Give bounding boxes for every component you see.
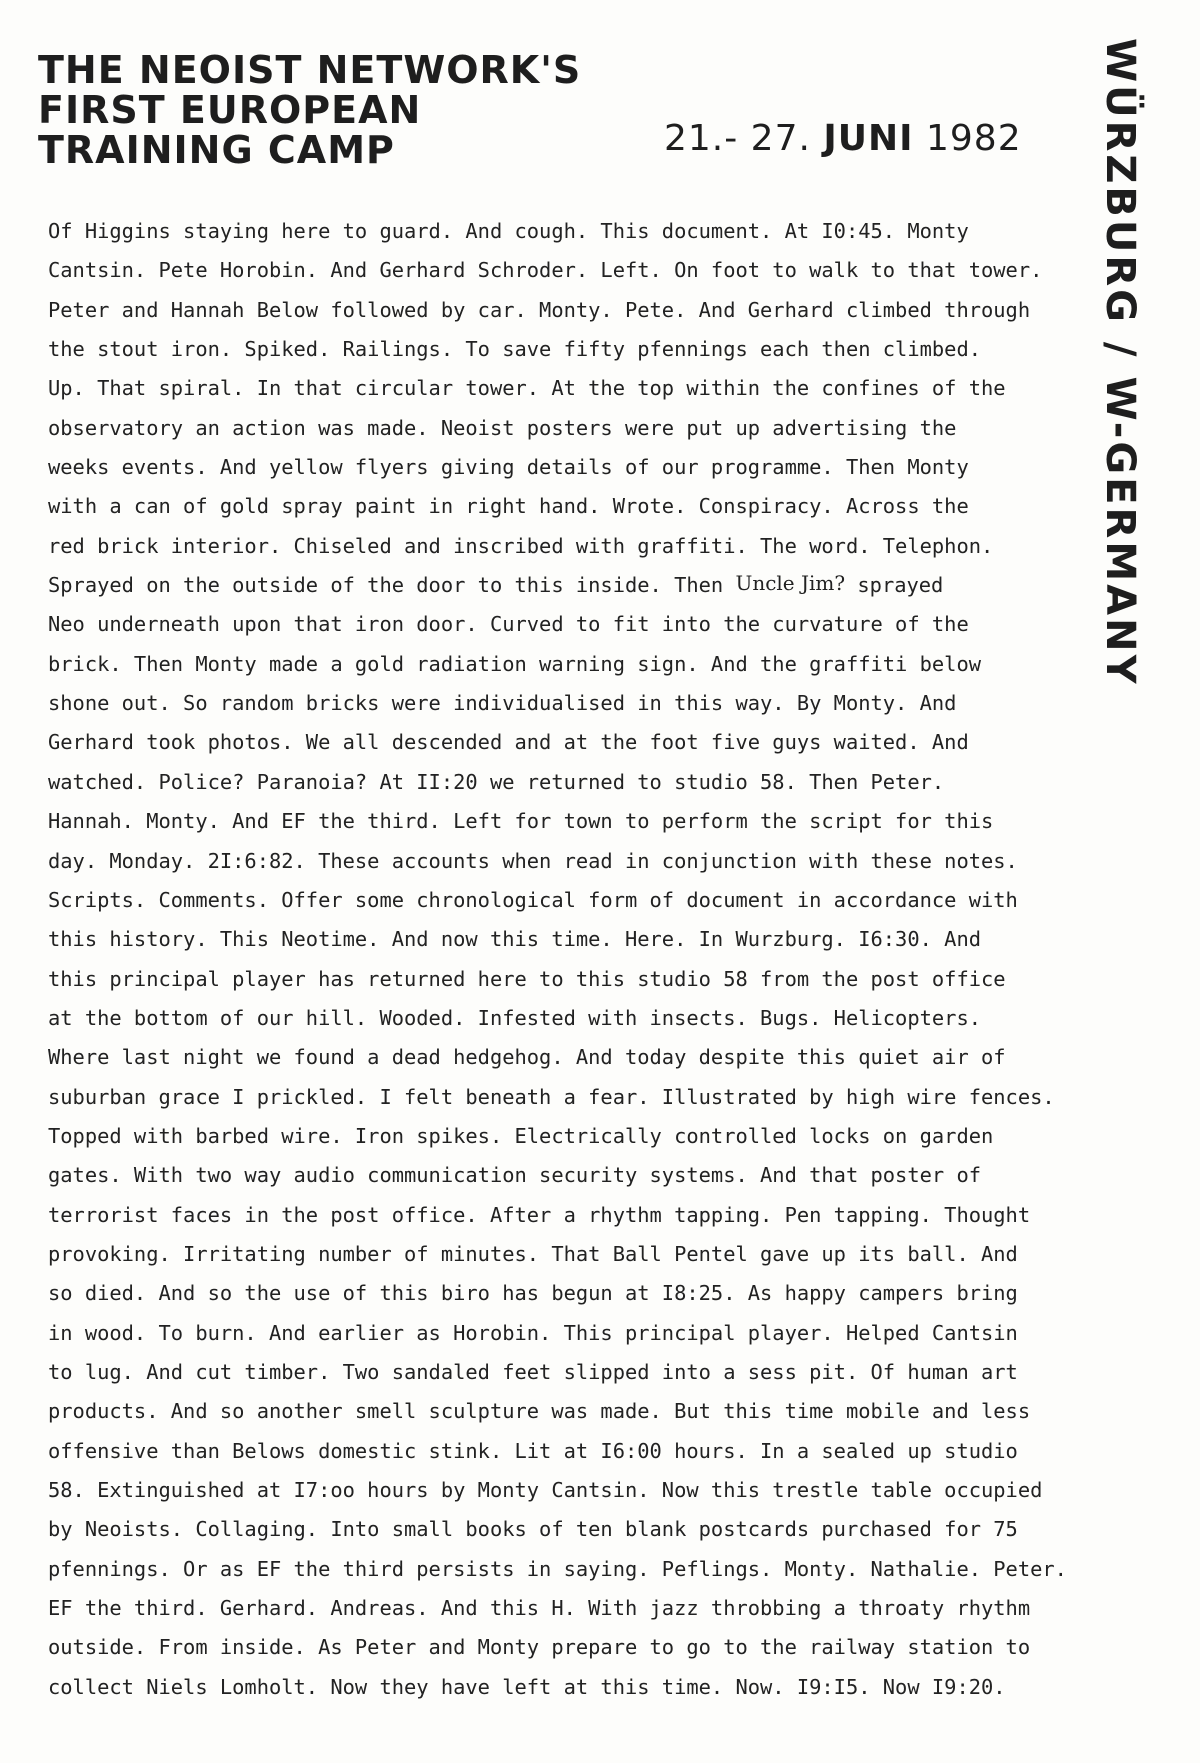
body-line: 58. Extinguished at I7:oo hours by Monty Cantsin. Now this trestle table occupied xyxy=(48,1478,1043,1502)
body-line: with a can of gold spray paint in right hand. Wrote. Conspiracy. Across the xyxy=(48,494,969,519)
body-line: weeks events. And yellow flyers giving details of our programme. Then Monty xyxy=(48,455,969,480)
date-month: JUNI xyxy=(823,118,914,159)
body-line: EF the third. Gerhard. Andreas. And this H. With jazz throbbing a throaty rhythm xyxy=(48,1596,1031,1621)
date-year: 1982 xyxy=(926,118,1022,159)
body-line: brick. Then Monty made a gold radiation warning sign. And the graffiti below xyxy=(48,651,981,676)
body-line: provoking. Irritating number of minutes. That Ball Pentel gave up its ball. And xyxy=(48,1241,1018,1266)
body-line: products. And so another smell sculpture was made. But this time mobile and less xyxy=(48,1399,1031,1424)
body-line: collect Niels Lomholt. Now they have left at this time. Now. I9:I5. Now I9:20. xyxy=(48,1674,1006,1699)
body-line: in wood. To burn. And earlier as Horobin. This principal player. Helped Cantsin xyxy=(48,1320,1018,1345)
body-line-with-annotation xyxy=(48,566,1168,605)
body-line: Neo underneath upon that iron door. Curved to fit into the curvature of the xyxy=(48,612,969,637)
body-line: gates. With two way audio communication security systems. And that poster of xyxy=(48,1163,981,1188)
date-range: 21.- 27. xyxy=(664,118,811,159)
body-line: observatory an action was made. Neoist posters were put up advertising the xyxy=(48,415,957,440)
title-line-2: FIRST EUROPEAN xyxy=(38,88,422,132)
body-line: Peter and Hannah Below followed by car. Monty. Pete. And Gerhard climbed through xyxy=(48,297,1031,322)
body-line: Scripts. Comments. Offer some chronological form of document in accordance with xyxy=(48,887,1018,912)
location-vertical-label: WÜRZBURG / W-GERMANY xyxy=(1097,38,1143,687)
body-line: red brick interior. Chiseled and inscribed with graffiti. The word. Telephon. xyxy=(48,533,994,558)
body-line: shone out. So random bricks were individualised in this way. By Monty. And xyxy=(48,691,957,716)
body-line: day. Monday. 2I:6:82. These accounts when read in conjunction with these notes. xyxy=(48,848,1018,873)
title-line-1: THE NEOIST NETWORK'S xyxy=(38,48,582,92)
body-line-start: Sprayed on the outside of the door to this inside. Then xyxy=(48,573,736,598)
body-line: Of Higgins staying here to guard. And cough. This document. At I0:45. Monty xyxy=(48,219,969,243)
body-line: so died. And so the use of this biro has begun at I8:25. As happy campers bring xyxy=(48,1281,1018,1306)
body-line: Hannah. Monty. And EF the third. Left for town to perform the script for this xyxy=(48,809,994,834)
body-line: this principal player has returned here to this studio 58 from the post office xyxy=(48,966,1006,991)
body-line: the stout iron. Spiked. Railings. To save fifty pfennings each then climbed. xyxy=(48,337,981,362)
body-line: Where last night we found a dead hedgehog. And today despite this quiet air of xyxy=(48,1045,1006,1070)
handwritten-annotation: Uncle Jim? xyxy=(735,571,846,596)
body-line: this history. This Neotime. And now this time. Here. In Wurzburg. I6:30. And xyxy=(48,927,981,952)
body-line: outside. From inside. As Peter and Monty prepare to go to the railway station to xyxy=(48,1635,1031,1660)
body-line: at the bottom of our hill. Wooded. Infested with insects. Bugs. Helicopters. xyxy=(48,1005,981,1030)
body-line-end: sprayed xyxy=(845,573,944,598)
body-line: Gerhard took photos. We all descended and at the foot five guys waited. And xyxy=(48,730,969,755)
body-line: watched. Police? Paranoia? At II:20 we returned to studio 58. Then Peter. xyxy=(48,769,945,794)
document-title xyxy=(38,50,698,170)
title-line-3: TRAINING CAMP xyxy=(38,128,395,172)
body-line: offensive than Belows domestic stink. Lit at I6:00 hours. In a sealed up studio xyxy=(48,1438,1018,1463)
body-line: pfennings. Or as EF the third persists in saying. Peflings. Monty. Nathalie. Peter. xyxy=(48,1556,1067,1581)
body-line: by Neoists. Collaging. Into small books of ten blank postcards purchased for 75 xyxy=(48,1517,1018,1542)
body-line: suburban grace I prickled. I felt beneath a fear. Illustrated by high wire fences. xyxy=(48,1084,1055,1109)
event-dates xyxy=(664,118,1022,159)
body-line: Topped with barbed wire. Iron spikes. Electrically controlled locks on garden xyxy=(48,1123,994,1148)
body-line: Cantsin. Pete Horobin. And Gerhard Schroder. Left. On foot to walk to that tower. xyxy=(48,258,1043,283)
typewritten-body xyxy=(48,212,1168,1707)
body-line: terrorist faces in the post office. After a rhythm tapping. Pen tapping. Thought xyxy=(48,1202,1031,1227)
body-line: to lug. And cut timber. Two sandaled feet slipped into a sess pit. Of human art xyxy=(48,1359,1018,1384)
body-line: Up. That spiral. In that circular tower. At the top within the confines of the xyxy=(48,376,1006,401)
